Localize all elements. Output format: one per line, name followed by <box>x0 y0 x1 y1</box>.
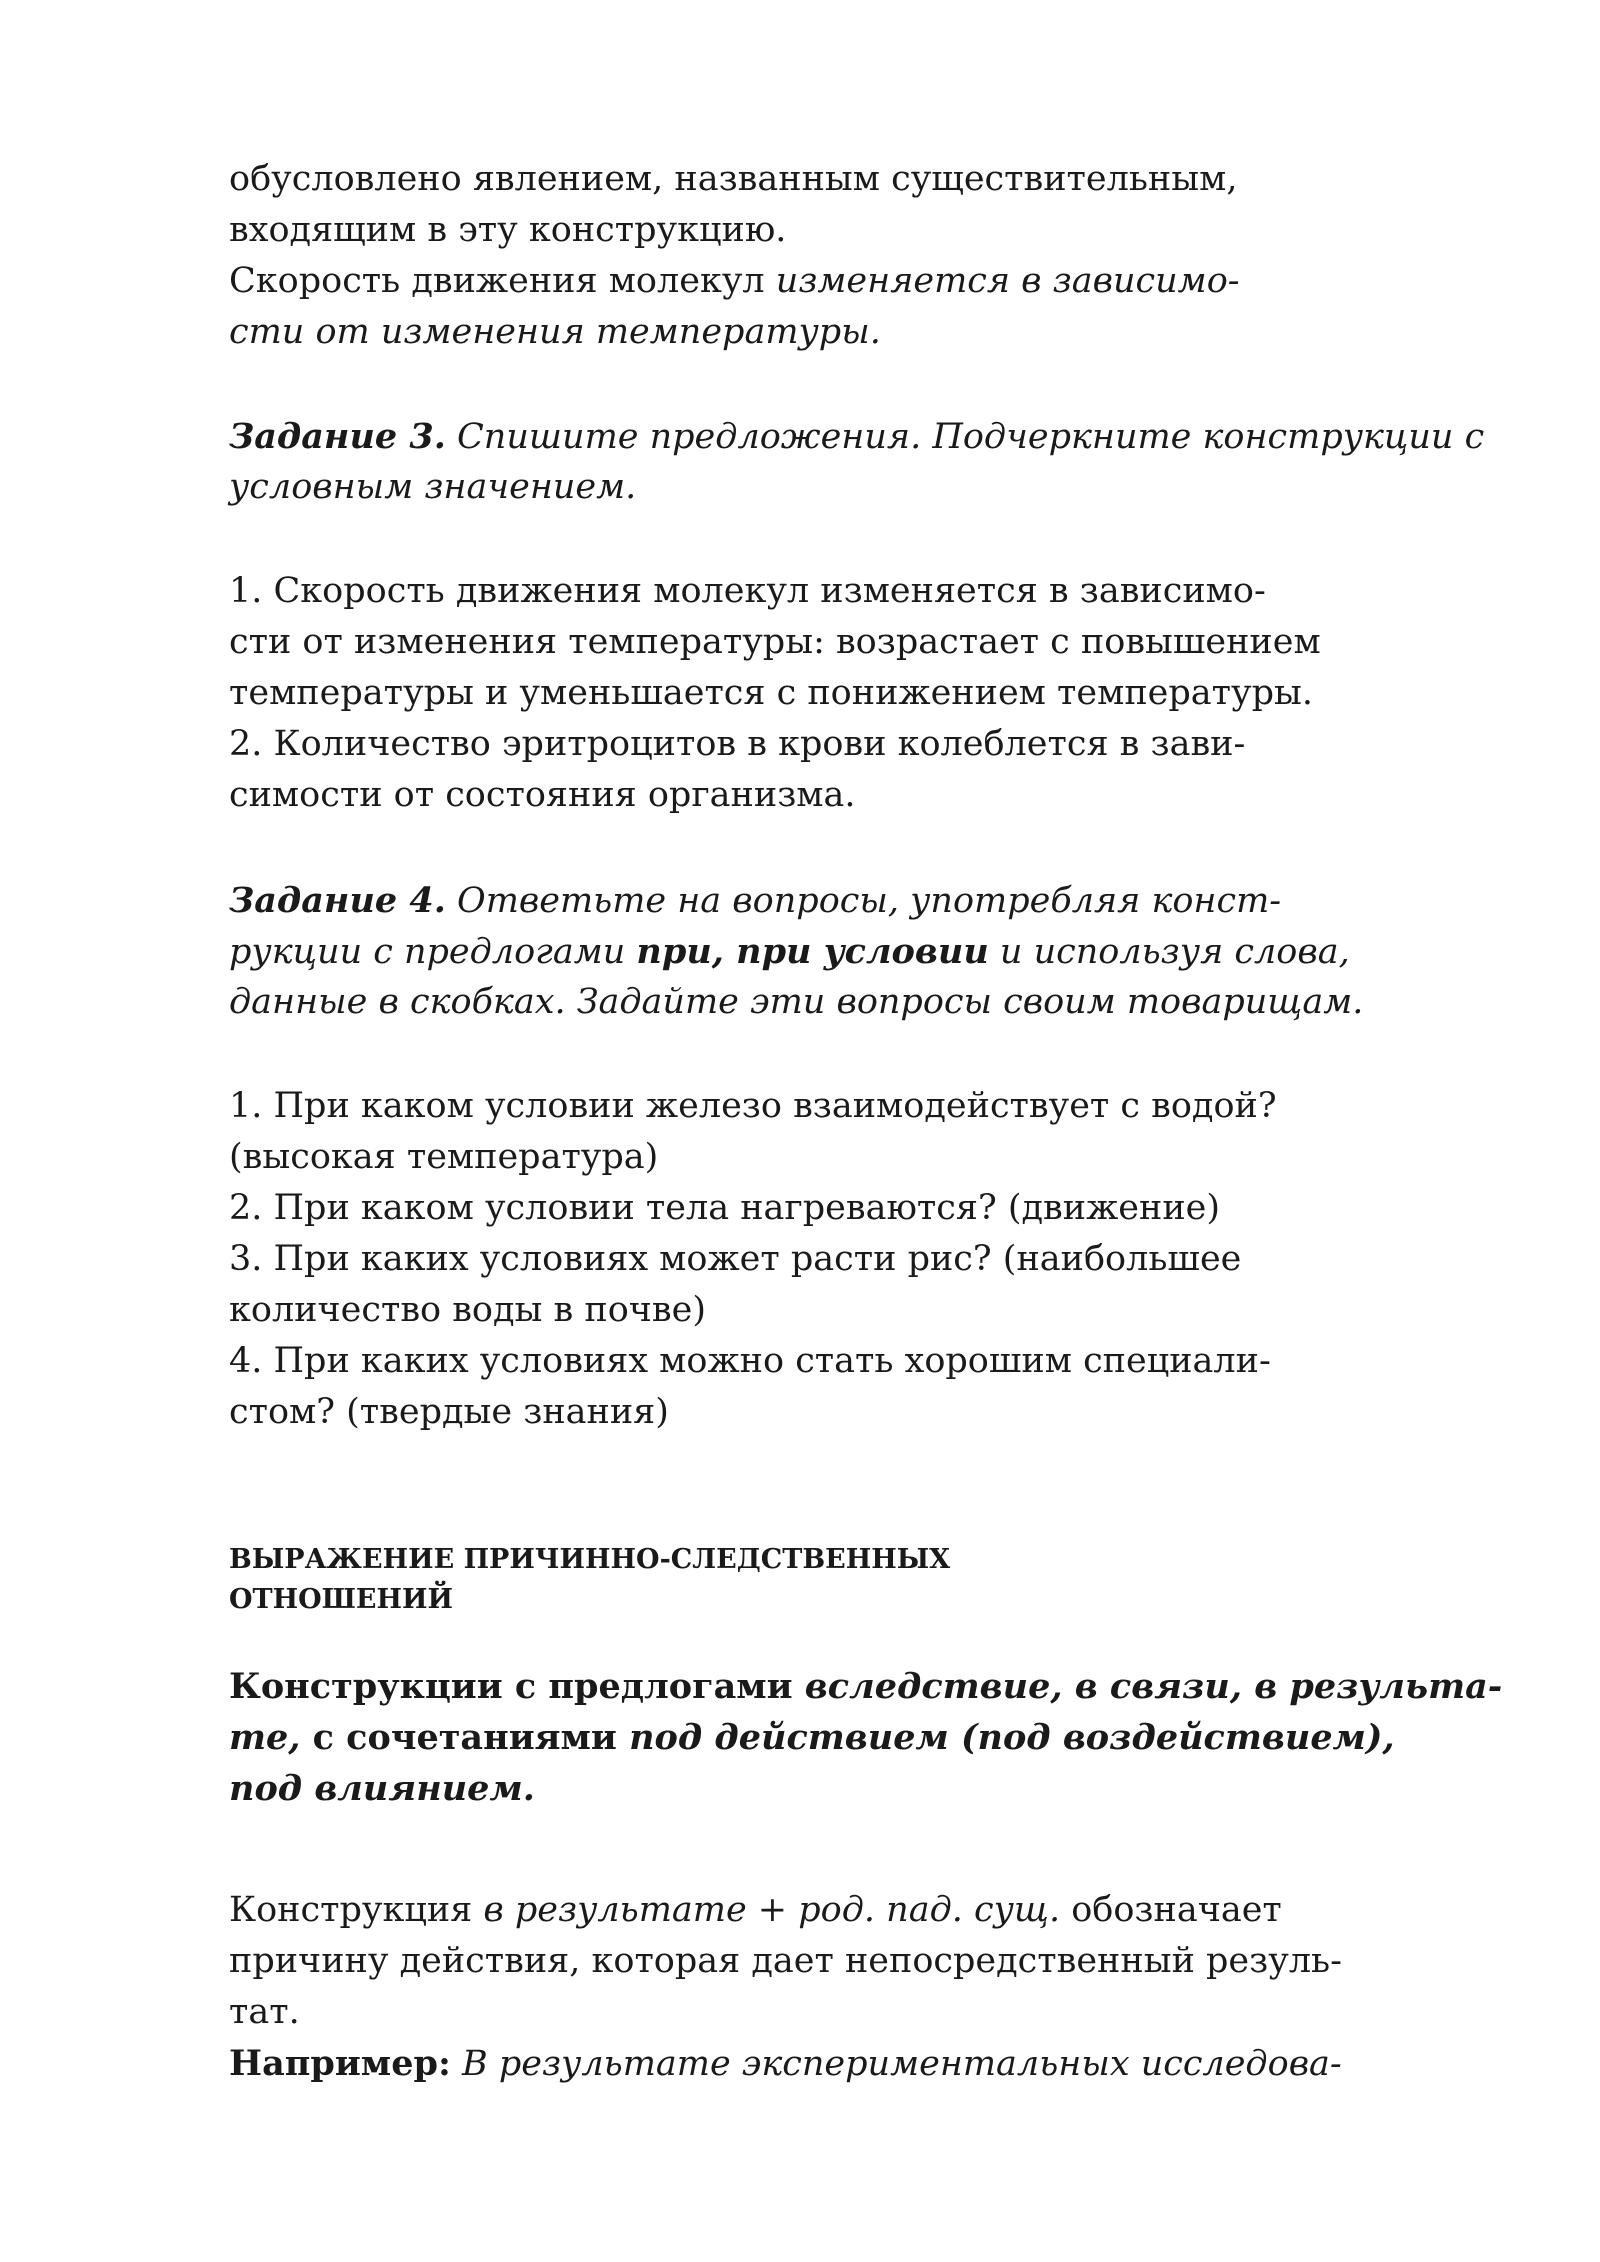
task3-instruction <box>229 411 1519 513</box>
paragraph-text: Конструкция <box>229 1890 484 1930</box>
paragraph-line: причину действия, которая дает непосредственный резуль- <box>229 1941 1342 1981</box>
list-item: стом? (твердые знания) <box>229 1392 669 1432</box>
task3-list <box>229 566 1519 821</box>
intro-line: обусловлено явлением, названным существительным, <box>229 159 1238 199</box>
list-item: 2. При каком условии тела нагреваются? (движение) <box>229 1188 1221 1228</box>
subheading-text: с сочетаниями <box>300 1717 630 1758</box>
section-heading-line: ОТНОШЕНИЙ <box>229 1584 453 1615</box>
task4-label: Задание 4. <box>229 880 446 921</box>
list-item: 2. Количество эритроцитов в крови колеблется в зави- <box>229 724 1246 764</box>
paragraph-text: обозначает <box>1060 1890 1282 1930</box>
task4-prepositions: при, при условии <box>636 931 989 972</box>
section-heading <box>229 1540 1519 1620</box>
subheading-line: под влиянием. <box>229 1768 535 1809</box>
list-item: 1. При каком условии железо взаимодействует с водой? <box>229 1086 1277 1126</box>
list-item: температуры и уменьшается с понижением температуры. <box>229 673 1313 713</box>
intro-line: сти от изменения температуры. <box>229 312 881 352</box>
list-item: симости от состояния организма. <box>229 775 856 815</box>
paragraph-line <box>229 1885 1519 1936</box>
task4-line: данные в скобках. Задайте эти вопросы своим товарищам. <box>229 982 1364 1022</box>
subheading-italic: вследствие, в связи, в результа- <box>804 1666 1503 1707</box>
task3-line <box>229 411 1519 462</box>
subheading-italic: те, <box>229 1717 301 1758</box>
example-text: В результате экспериментальных исследова- <box>450 2044 1342 2084</box>
intro-line <box>229 256 1519 307</box>
task4-list <box>229 1081 1519 1438</box>
list-item: сти от изменения температуры: возрастает с повышением <box>229 622 1321 662</box>
task4-line <box>229 875 1519 926</box>
list-item: 4. При каких условиях можно стать хорошим специали- <box>229 1341 1271 1381</box>
task4-text: рукции с предлогами <box>229 932 637 972</box>
list-item: (высокая температура) <box>229 1137 659 1177</box>
intro-paragraph <box>229 154 1519 358</box>
list-item: 3. При каких условиях может расти рис? (наибольшее <box>229 1239 1242 1279</box>
paragraph-line: тат. <box>229 1992 300 2032</box>
task4-text: и используя слова, <box>988 932 1350 972</box>
paragraph-italic: в результате + род. пад. сущ. <box>483 1890 1061 1930</box>
example-line <box>229 2038 1519 2089</box>
list-item: количество воды в почве) <box>229 1290 706 1330</box>
task4-text: Ответьте на вопросы, употребляя конст- <box>445 881 1282 921</box>
task4-line <box>229 926 1519 977</box>
subheading-line <box>229 1712 1519 1763</box>
task3-label: Задание 3. <box>229 416 446 457</box>
intro-italic-text: изменяется в зависимо- <box>775 261 1240 301</box>
explanation-paragraph <box>229 1885 1519 2089</box>
intro-text: Скорость движения молекул <box>229 261 776 301</box>
section-subheading <box>229 1661 1519 1814</box>
intro-line: входящим в эту конструкцию. <box>229 210 787 250</box>
task4-instruction <box>229 875 1519 1028</box>
task3-line: условным значением. <box>229 467 637 507</box>
list-item: 1. Скорость движения молекул изменяется в зависимо- <box>229 571 1266 611</box>
subheading-italic: под действием (под воздействием), <box>629 1717 1395 1758</box>
task3-text: Спишите предложения. Подчеркните конструкции с <box>445 417 1485 457</box>
section-heading-line: ВЫРАЖЕНИЕ ПРИЧИННО-СЛЕДСТВЕННЫХ <box>229 1544 951 1575</box>
example-label: Например: <box>229 2043 451 2084</box>
subheading-line <box>229 1661 1519 1712</box>
subheading-text: Конструкции с предлогами <box>229 1666 805 1707</box>
